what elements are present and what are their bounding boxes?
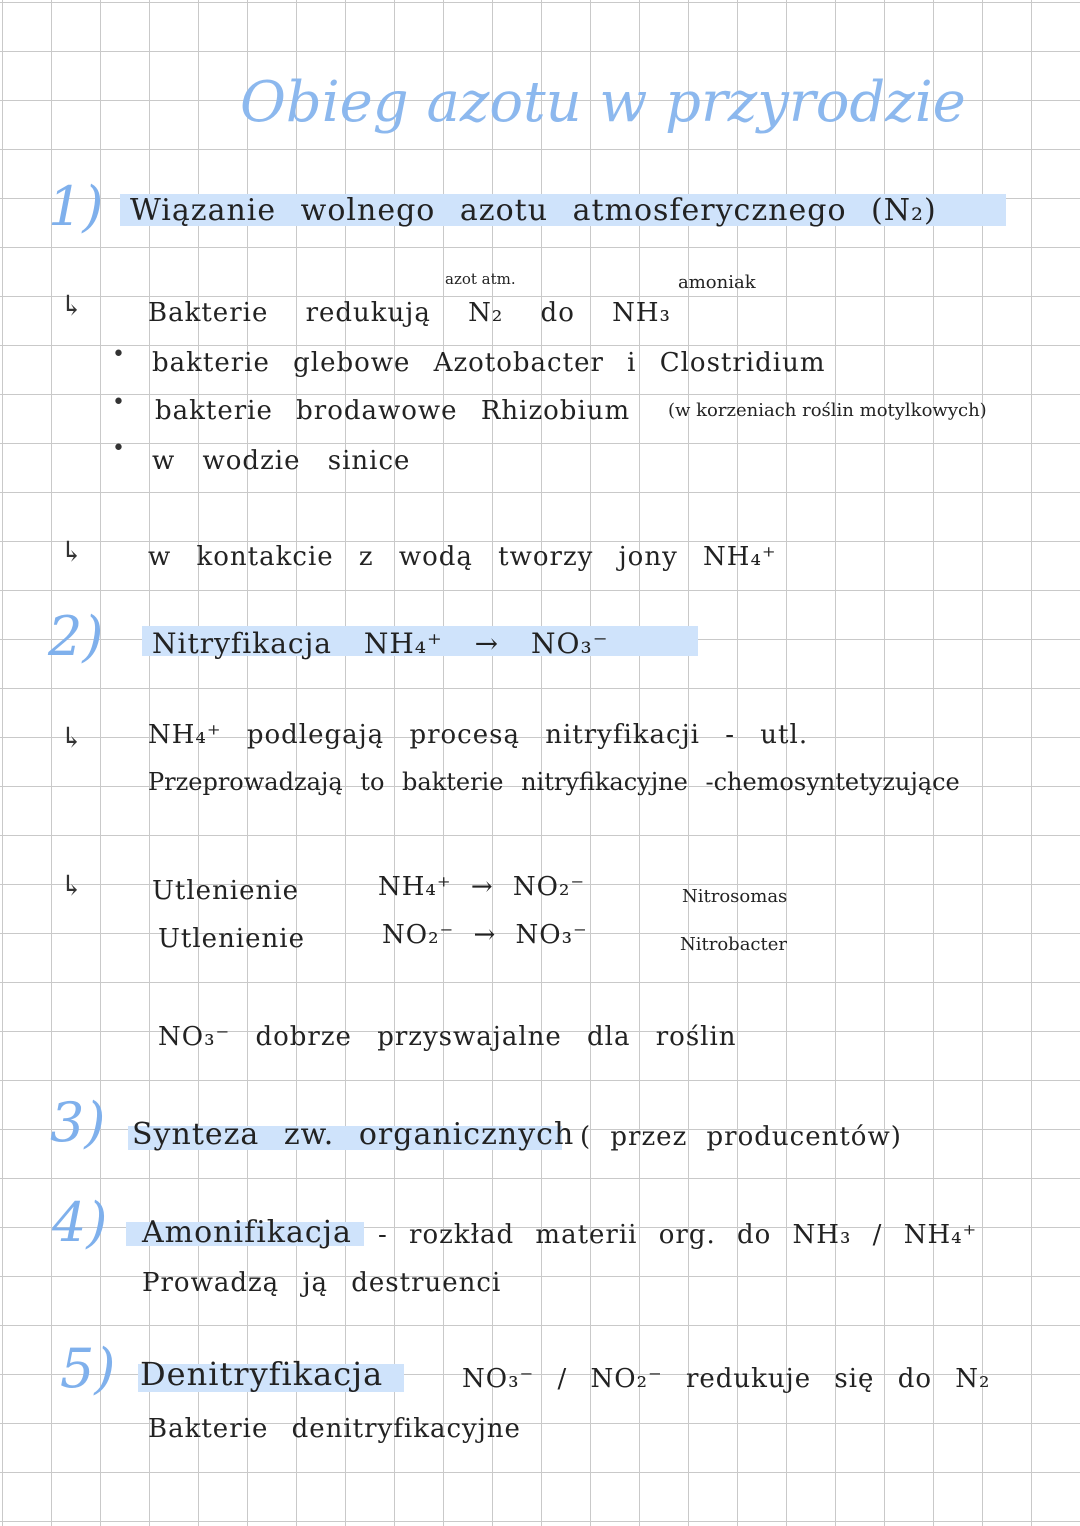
s1-bullet-2-note: (w korzeniach roślin motylkowych): [668, 400, 987, 421]
s2-oxidation-1-label: Utlenienie: [152, 876, 299, 906]
s2-line-1: NH₄⁺ podlegają procesą nitryfikacji - utl.: [148, 720, 809, 750]
section-note-3: ( przez producentów): [580, 1122, 902, 1152]
s2-oxidation-1-eq: NH₄⁺ → NO₂⁻: [378, 872, 586, 902]
section-heading-5: Denitryfikacja: [140, 1355, 384, 1393]
section-desc-5: NO₃⁻ / NO₂⁻ redukuje się do N₂: [462, 1364, 991, 1394]
section-heading-2: Nitryfikacja NH₄⁺ → NO₃⁻: [152, 627, 609, 660]
arrow-icon: ↳: [60, 289, 84, 322]
arrow-icon: ↳: [60, 535, 84, 568]
s2-oxidation-2-organism: Nitrobacter: [680, 934, 788, 955]
section-heading-4: Amonifikacja: [142, 1215, 352, 1250]
section-number-1: 1): [48, 175, 104, 238]
s1-bullet-3: w wodzie sinice: [152, 446, 411, 476]
bullet-icon: •: [112, 436, 125, 461]
s1-bullet-2: bakterie brodawowe Rhizobium: [155, 396, 631, 426]
s2-oxidation-2-eq: NO₂⁻ → NO₃⁻: [382, 920, 588, 950]
bullet-icon: •: [112, 342, 125, 367]
page-title: Obieg azotu w przyrodzie: [240, 70, 966, 135]
section-heading-1: Wiązanie wolnego azotu atmosferycznego (N₂): [130, 193, 937, 228]
s5-line-2: Bakterie denitryfikacyjne: [148, 1414, 521, 1444]
arrow-icon: ↳: [60, 869, 84, 902]
bullet-icon: •: [112, 390, 125, 415]
s4-line-2: Prowadzą ją destruenci: [142, 1268, 502, 1298]
s2-oxidation-2-label: Utlenienie: [158, 924, 305, 954]
s2-line-3: NO₃⁻ dobrze przyswajalne dla roślin: [158, 1022, 737, 1052]
section-number-2: 2): [48, 605, 104, 668]
annotation-amoniak: amoniak: [678, 272, 756, 293]
s1-line-2: w kontakcie z wodą tworzy jony NH₄⁺: [148, 542, 777, 572]
section-desc-4: - rozkład materii org. do NH₃ / NH₄⁺: [378, 1220, 978, 1250]
section-number-3: 3): [50, 1091, 106, 1154]
annotation-azot: azot atm.: [445, 270, 516, 288]
arrow-icon: ↳: [60, 721, 84, 754]
s2-oxidation-1-organism: Nitrosomas: [682, 886, 788, 907]
section-number-4: 4): [52, 1191, 108, 1254]
section-number-5: 5): [60, 1337, 116, 1400]
s1-bullet-1: bakterie glebowe Azotobacter i Clostridium: [152, 348, 826, 378]
s1-line-1: Bakterie redukują N₂ do NH₃: [148, 298, 671, 328]
section-heading-3: Synteza zw. organicznych: [132, 1117, 575, 1152]
s2-line-2: Przeprowadzają to bakterie nitryfikacyjne -chemosyntetyzujące: [148, 768, 960, 796]
